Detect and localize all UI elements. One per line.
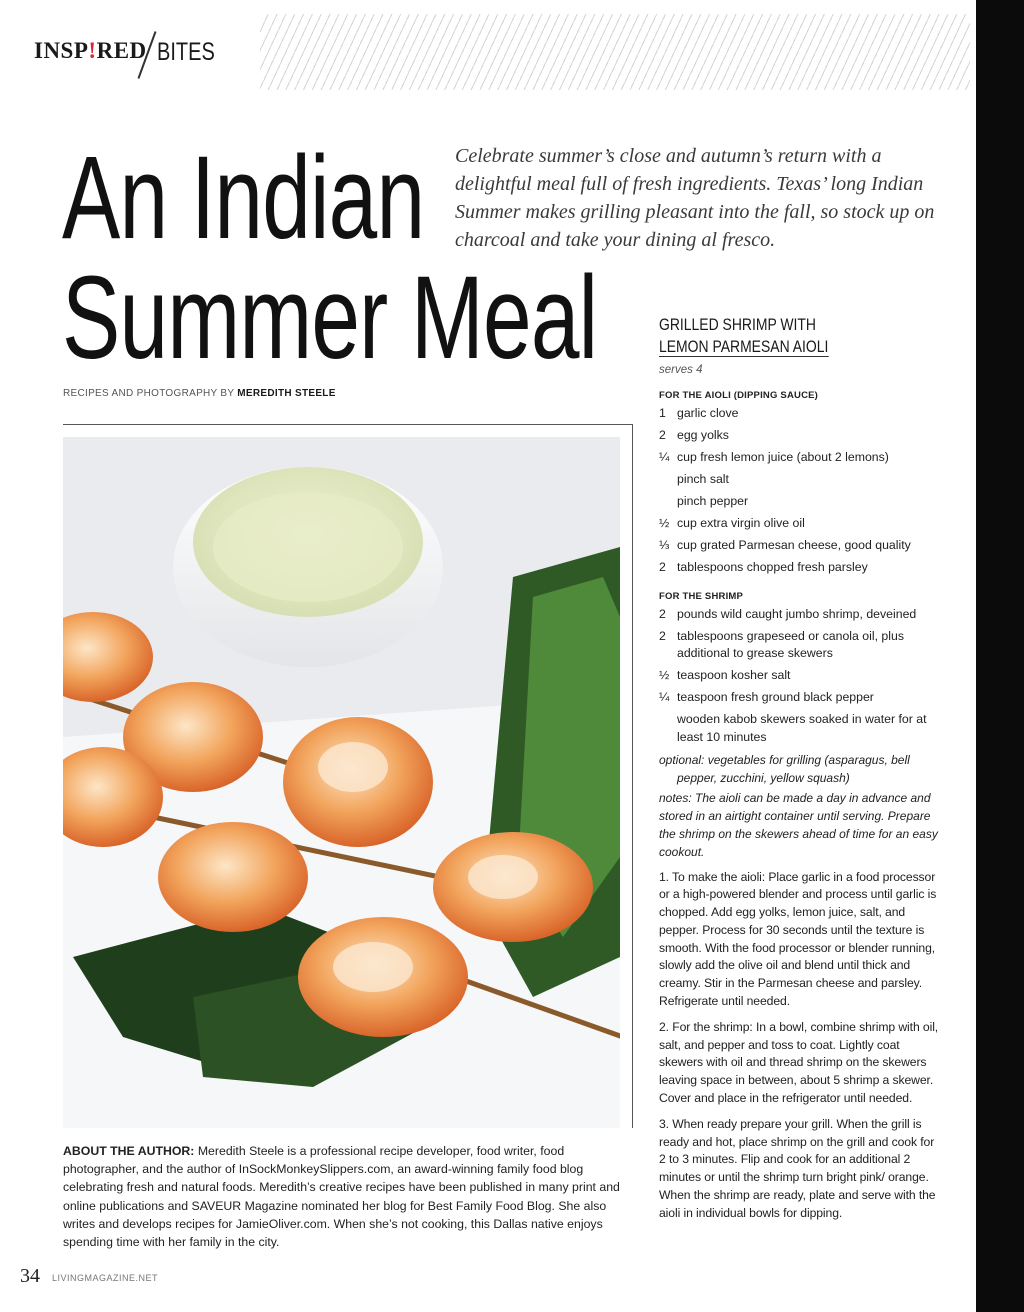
photo-frame-right bbox=[632, 424, 633, 1128]
ingredient-item: pinch salt bbox=[677, 472, 729, 486]
aioli-heading: FOR THE AIOLI (DIPPING SAUCE) bbox=[659, 390, 819, 401]
recipe-step: 1. To make the aioli: Place garlic in a food processor or a high-powered blender and process until garlic is chopped. Add egg yolks, lemon juice, salt, and pepper. Process for 30 seconds until the texture is smooth. With the food processor or blender running, slowly add the olive oil and blend until thick and creamy. Stir in the Parmesan cheese and parsley. Refrigerate until needed. bbox=[659, 869, 937, 1009]
article-intro: Celebrate summer’s close and autumn’s return with a delightful meal full of fresh ingredients. Texas’ long Indian Summer makes grilling pleasant into the fall, so stock up on charcoal and take your dining al fresco. bbox=[455, 145, 935, 251]
ingredient-item: ¼ cup fresh lemon juice (about 2 lemons) bbox=[659, 450, 889, 464]
ingredient-item: 2 egg yolks bbox=[659, 428, 729, 442]
ingredient-item: ¼ teaspoon fresh ground black pepper bbox=[659, 690, 874, 704]
shrimp-ingredient-list bbox=[659, 606, 939, 747]
magazine-section-logo: INSP!RED bbox=[34, 38, 147, 63]
recipe-column bbox=[659, 314, 939, 1223]
ingredient-item: ½ teaspoon kosher salt bbox=[659, 668, 791, 682]
recipe-step: 2. For the shrimp: In a bowl, combine shrimp with oil, salt, and pepper and toss to coat. Lightly coat skewers with oil and thread shrimp on the skewers leaving space in between, about 5 shrimp a skewer. Cover and place in the refrigerator until needed. bbox=[659, 1019, 939, 1106]
aioli-ingredient-list bbox=[659, 405, 939, 577]
section-name: BITES bbox=[157, 38, 215, 66]
article-title: An Indian Summer Meal bbox=[62, 132, 598, 384]
photo-frame-top bbox=[63, 424, 633, 425]
shrimp-heading: FOR THE SHRIMP bbox=[659, 590, 744, 602]
recipe-notes: notes: The aioli can be made a day in advance and stored in an airtight container until serving. Prepare the shrimp on the skewers ahead of time for an easy cookout. bbox=[659, 790, 938, 859]
recipe-title: GRILLED SHRIMP WITH LEMON PARMESAN AIOLI bbox=[659, 315, 829, 356]
ingredient-item: pinch pepper bbox=[677, 494, 749, 508]
footer-site: LIVINGMAGAZINE.NET bbox=[52, 1273, 159, 1283]
ingredient-item: ⅓ cup grated Parmesan cheese, good quality bbox=[659, 538, 911, 552]
byline: RECIPES AND PHOTOGRAPHY BY MEREDITH STEELE bbox=[63, 388, 336, 399]
ingredient-item: 1 garlic clove bbox=[659, 406, 739, 420]
header-stripe-pattern bbox=[260, 14, 970, 90]
optional-note: optional: vegetables for grilling (asparagus, bell pepper, zucchini, yellow squash) bbox=[659, 752, 910, 785]
recipe-serves: serves 4 bbox=[659, 364, 703, 376]
ingredient-item: ½ cup extra virgin olive oil bbox=[659, 516, 805, 530]
ingredient-item: 2 tablespoons grapeseed or canola oil, plus additional to grease skewers bbox=[659, 628, 904, 660]
recipe-photo bbox=[63, 437, 620, 1128]
recipe-step: 3. When ready prepare your grill. When the grill is ready and hot, place shrimp on the grill and cook for 2 to 3 minutes. Flip and cook for an additional 2 minutes or until the shrimp turn bright pink/ orange. When the shrimp are ready, plate and serve with the aioli in individual bowls for dipping. bbox=[659, 1116, 936, 1220]
ingredient-item: wooden kabob skewers soaked in water for at least 10 minutes bbox=[677, 712, 927, 744]
page-number: 34 bbox=[20, 1265, 40, 1287]
page-edge-bar bbox=[976, 0, 1024, 1312]
ingredient-item: 2 tablespoons chopped fresh parsley bbox=[659, 560, 868, 574]
about-the-author: ABOUT THE AUTHOR: Meredith Steele is a professional recipe developer, food writer, food photographer, and the author of InSockMonkeySlippers.com, an award-winning family food blog celebrating fresh and natural foods. Meredith’s creative recipes have been published in many print and online publications and SAVEUR Magazine nominated her blog for Best Family Food Blog. She also writes and develops recipes for JamieOliver.com. When she’s not cooking, this Dallas native enjoys spending time with her family in the city. bbox=[63, 1144, 620, 1250]
ingredient-item: 2 pounds wild caught jumbo shrimp, deveined bbox=[659, 606, 917, 621]
